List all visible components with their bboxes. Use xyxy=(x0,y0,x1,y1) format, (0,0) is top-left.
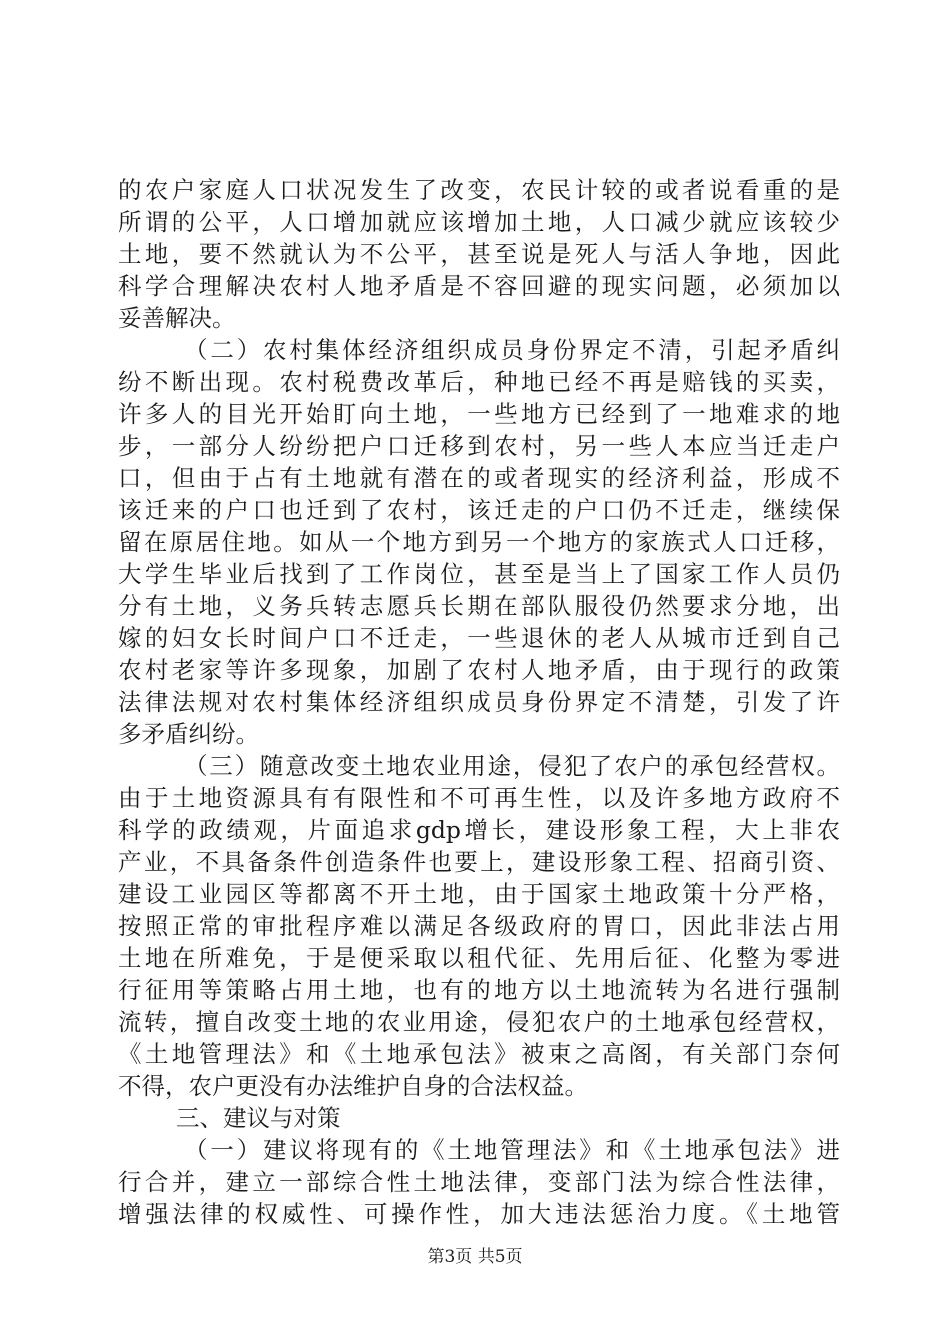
text-line: 产业，不具备条件创造条件也要上，建设形象工程、招商引资、 xyxy=(118,848,840,876)
text-line: 《土地管理法》和《土地承包法》被束之高阁，有关部门奈何 xyxy=(118,1040,840,1068)
text-line: 许多人的目光开始盯向土地，一些地方已经到了一地难求的地 xyxy=(118,400,840,428)
text-line: 增强法律的权威性、可操作性，加大违法惩治力度。《土地管 xyxy=(118,1200,840,1228)
text-line: 不得，农户更没有办法维护自身的合法权益。 xyxy=(118,1072,588,1100)
text-line: 口，但由于占有土地就有潜在的或者现实的经济利益，形成不 xyxy=(118,464,840,492)
body-text xyxy=(118,174,840,1230)
text-line: 嫁的妇女长时间户口不迁走，一些退休的老人从城市迁到自己 xyxy=(118,624,840,652)
paragraph-heading-line: （二）农村集体经济组织成员身份界定不清，引起矛盾纠 xyxy=(184,336,840,364)
text-line: 该迁来的户口也迁到了农村，该迁走的户口仍不迁走，继续保 xyxy=(118,496,840,524)
text-line: 法律法规对农村集体经济组织成员身份界定不清楚，引发了许 xyxy=(118,688,840,716)
paragraph-heading-line: （一）建议将现有的《土地管理法》和《土地承包法》进 xyxy=(184,1136,840,1164)
text-line: 农村老家等许多现象，加剧了农村人地矛盾，由于现行的政策 xyxy=(118,656,840,684)
text-line: 步，一部分人纷纷把户口迁移到农村，另一些人本应当迁走户 xyxy=(118,432,840,460)
text-line: 科学合理解决农村人地矛盾是不容回避的现实问题，必须加以 xyxy=(118,272,840,300)
text-line: 土地，要不然就认为不公平，甚至说是死人与活人争地，因此 xyxy=(118,240,840,268)
text-line: 留在原居住地。如从一个地方到另一个地方的家族式人口迁移， xyxy=(118,528,840,556)
text-line: 纷不断出现。农村税费改革后，种地已经不再是赔钱的买卖， xyxy=(118,368,840,396)
text-line: 分有土地，义务兵转志愿兵长期在部队服役仍然要求分地，出 xyxy=(118,592,840,620)
text-line: 按照正常的审批程序难以满足各级政府的胃口，因此非法占用 xyxy=(118,912,840,940)
text-line: 行征用等策略占用土地，也有的地方以土地流转为名进行强制 xyxy=(118,976,840,1004)
text-line: 的农户家庭人口状况发生了改变，农民计较的或者说看重的是 xyxy=(118,176,840,204)
page-footer: 第3页 共5页 xyxy=(427,1247,523,1267)
text-line: 妥善解决。 xyxy=(118,304,236,332)
text-line: 建设工业园区等都离不开土地，由于国家土地政策十分严格， xyxy=(118,880,840,908)
text-line: 流转，擅自改变土地的农业用途，侵犯农户的土地承包经营权， xyxy=(118,1008,840,1036)
text-line: 由于土地资源具有有限性和不可再生性，以及许多地方政府不 xyxy=(118,784,840,812)
text-line: 多矛盾纠纷。 xyxy=(118,720,259,748)
section-heading: 三、建议与对策 xyxy=(176,1104,341,1132)
text-line: 所谓的公平，人口增加就应该增加土地，人口减少就应该较少 xyxy=(118,208,840,236)
text-line: 土地在所难免，于是便采取以租代征、先用后征、化整为零进 xyxy=(118,944,840,972)
text-line: 科学的政绩观，片面追求gdp增长，建设形象工程，大上非农 xyxy=(118,816,840,844)
text-line: 大学生毕业后找到了工作岗位，甚至是当上了国家工作人员仍 xyxy=(118,560,840,588)
text-line: 行合并，建立一部综合性土地法律，变部门法为综合性法律， xyxy=(118,1168,840,1196)
paragraph-heading-line: （三）随意改变土地农业用途，侵犯了农户的承包经营权。 xyxy=(184,752,840,780)
